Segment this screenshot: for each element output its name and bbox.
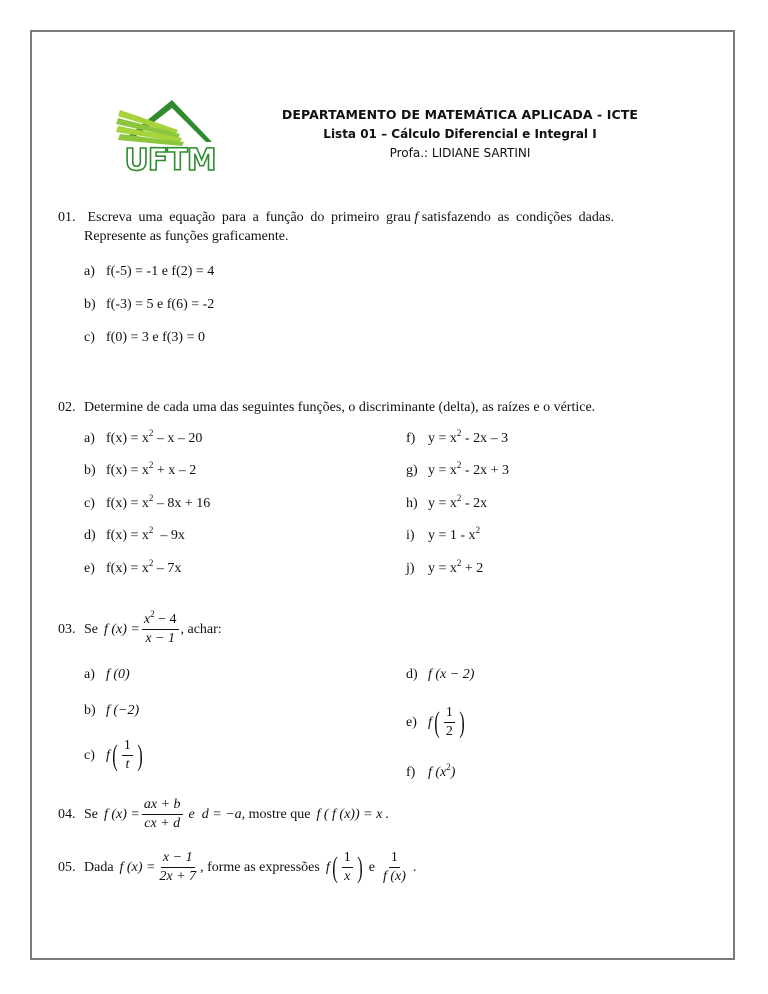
q02-text: 02. Determine de cada uma das seguintes funções, o discriminante (delta), as raízes e o vértice. xyxy=(58,400,596,415)
q03-item-e: e) f ( $\frac{1}{2}$ ) xyxy=(406,705,465,739)
q01-number: 01. xyxy=(58,210,76,225)
q02-item-f: f) $y = x^2 - 2x - 3$ xyxy=(406,428,509,446)
q03-fraction: $\frac{x^2 - 4}{x - 1}$ xyxy=(143,609,177,646)
q02-item-j: j) $y = x^2 + 2$ xyxy=(406,558,484,576)
q01-text: 01. Escreva uma equação para a função do primeiro grau f satisfazendo as condições dadas. xyxy=(58,210,615,225)
q02-item-e: e) $f(x) = x^2 - 7x$ xyxy=(84,558,182,576)
q03-item-c: c) f ( $\frac{1}{t}$ ) xyxy=(84,738,143,772)
q02-item-g: g) $y = x^2 - 2x + 3$ xyxy=(406,460,509,478)
q02-number: 02. xyxy=(58,400,76,415)
q05-text: 05. Dada f (x) = $\frac{x - 1}{2x + 7}$ , forme as expressões f ( $\frac{1}{x}$ ) e $\frac{1}{f (x)}$ . xyxy=(58,850,417,884)
q01-item-c: c) f(0) = 3 e f(3) = 0 xyxy=(84,330,205,345)
list-title: Lista 01 – Cálculo Diferencial e Integral I xyxy=(323,127,597,141)
q02-item-c: c) $f(x) = x^2 - 8x + 16$ xyxy=(84,493,211,511)
q04-text: 04. Se f (x) = $\frac{ax + b}{cx + d}$ e d = −a , mostre que f ( f (x)) = x . xyxy=(58,797,389,831)
q04-number: 04. xyxy=(58,806,76,822)
q03-text: 03. Se f (x) = $\frac{x^2 - 4}{x - 1}$ , achar: xyxy=(58,609,222,646)
svg-text:UFTM: UFTM xyxy=(124,143,216,174)
q01-text-line2: Represente as funções graficamente. xyxy=(84,229,289,244)
q02-item-b: b) $f(x) = x^2 + x - 2$ xyxy=(84,460,197,478)
q03-item-b: b) f (−2) xyxy=(84,703,140,718)
q02-item-i: i) $y = 1 - x^2$ xyxy=(406,525,481,543)
q02-item-h: h) $y = x^2 - 2x$ xyxy=(406,493,488,511)
q03-number: 03. xyxy=(58,621,76,637)
q02-item-d: d) $f(x) = x^2 - 9x$ xyxy=(84,525,185,543)
q01-item-a: a) f(-5) = -1 e f(2) = 4 xyxy=(84,264,215,279)
q01-item-b: b) f(-3) = 5 e f(6) = -2 xyxy=(84,297,215,312)
department-title: DEPARTAMENTO DE MATEMÁTICA APLICADA - ICTE xyxy=(281,107,639,122)
q05-number: 05. xyxy=(58,859,76,875)
q03-item-f: f) f $(x^2)$ xyxy=(406,762,456,780)
q02-item-a: a) $f(x) = x^2 - x - 20$ xyxy=(84,428,203,446)
q03-item-d: d) f (x − 2) xyxy=(406,667,475,682)
q03-item-a: a) f (0) xyxy=(84,667,130,682)
teacher-name: Profa.: LIDIANE SARTINI xyxy=(389,146,531,160)
